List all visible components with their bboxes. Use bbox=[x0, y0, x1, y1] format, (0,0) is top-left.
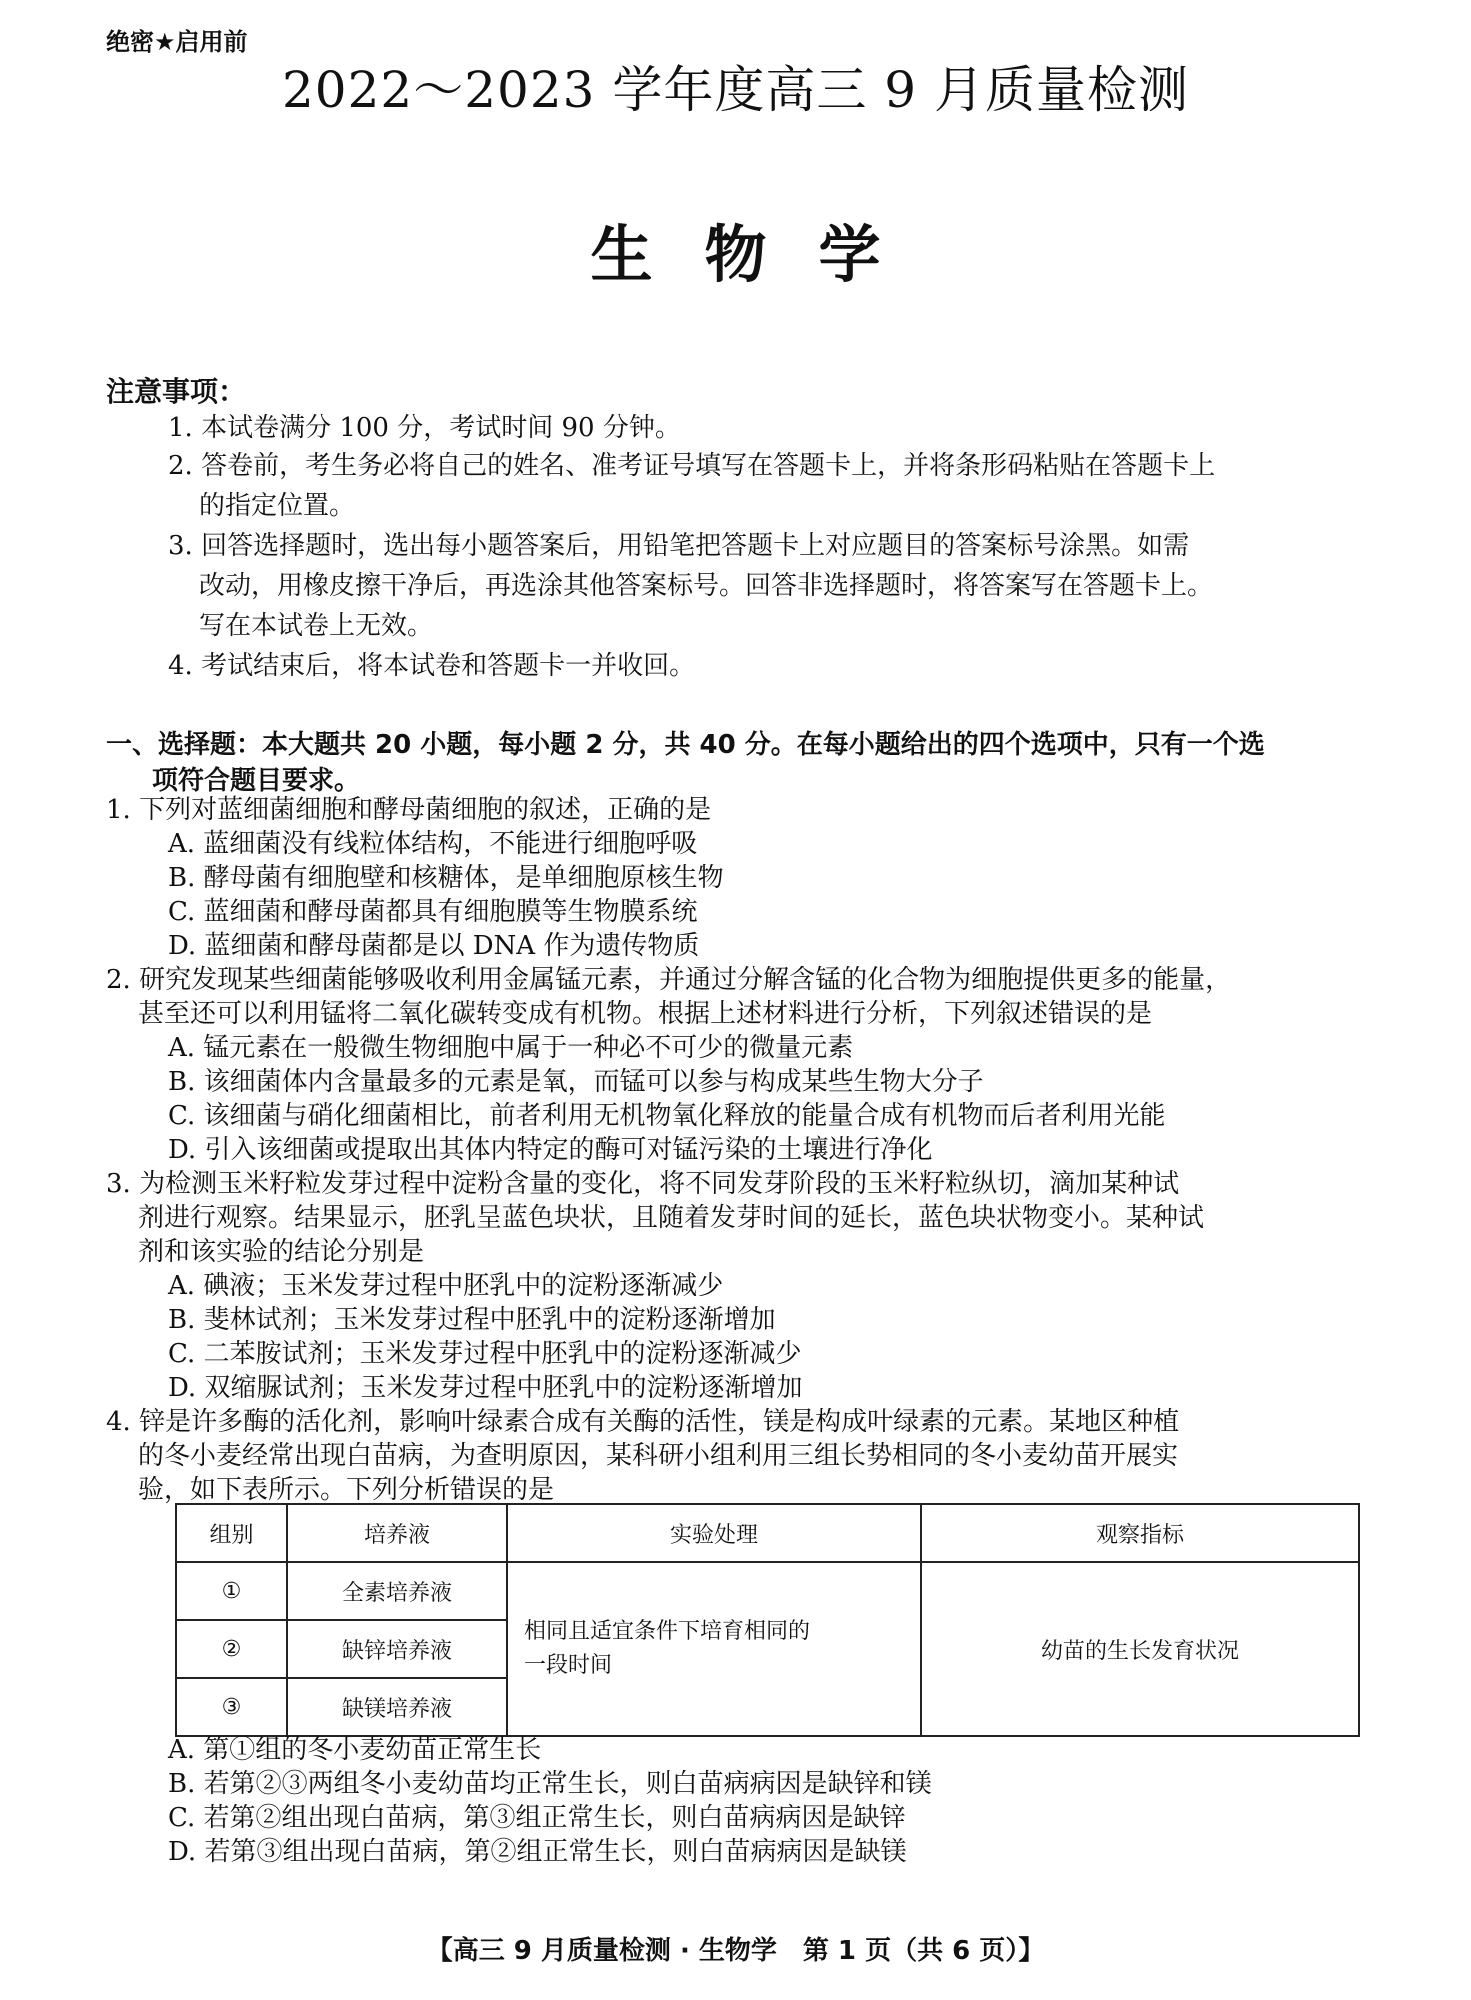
notice-heading: 注意事项： bbox=[106, 375, 247, 408]
q2-stem-line-2: 甚至还可以利用锰将二氧化碳转变成有机物。根据上述材料进行分析，下列叙述错误的是 bbox=[138, 999, 1153, 1029]
notice-line-3: 的指定位置。 bbox=[199, 491, 356, 521]
row-1-medium: 全素培养液 bbox=[287, 1562, 507, 1620]
experiment-table bbox=[175, 1503, 1360, 1737]
q1-option-b: B. 酵母菌有细胞壁和核糖体，是单细胞原核生物 bbox=[168, 863, 724, 893]
q3-option-d: D. 双缩脲试剂；玉米发芽过程中胚乳中的淀粉逐渐增加 bbox=[168, 1373, 803, 1403]
page-footer: 【高三 9 月质量检测 · 生物学 第 1 页（共 6 页）】 bbox=[426, 1936, 1045, 1966]
subject-title: 生物学 bbox=[590, 218, 933, 291]
section-heading-line-2: 项符合题目要求。 bbox=[152, 766, 361, 796]
q3-option-a: A. 碘液；玉米发芽过程中胚乳中的淀粉逐渐减少 bbox=[168, 1271, 724, 1301]
q4-stem-line-1: 4. 锌是许多酶的活化剂，影响叶绿素合成有关酶的活性，镁是构成叶绿素的元素。某地区种植 bbox=[106, 1407, 1180, 1437]
notice-line-6: 写在本试卷上无效。 bbox=[199, 611, 434, 641]
q4-option-b: B. 若第②③两组冬小麦幼苗均正常生长，则白苗病病因是缺锌和镁 bbox=[168, 1769, 932, 1799]
q3-stem-line-3: 剂和该实验的结论分别是 bbox=[138, 1237, 425, 1267]
notice-line-1: 1. 本试卷满分 100 分，考试时间 90 分钟。 bbox=[168, 413, 681, 443]
q4-option-c: C. 若第②组出现白苗病，第③组正常生长，则白苗病病因是缺锌 bbox=[168, 1803, 906, 1833]
row-1-group: ① bbox=[176, 1562, 287, 1620]
row-2-group: ② bbox=[176, 1620, 287, 1678]
q3-option-c: C. 二苯胺试剂；玉米发芽过程中胚乳中的淀粉逐渐减少 bbox=[168, 1339, 802, 1369]
header-indicator: 观察指标 bbox=[921, 1504, 1359, 1562]
row-2-medium: 缺锌培养液 bbox=[287, 1620, 507, 1678]
table-row bbox=[176, 1562, 1359, 1620]
table-header-row bbox=[176, 1504, 1359, 1562]
q2-stem-line-1: 2. 研究发现某些细菌能够吸收利用金属锰元素，并通过分解含锰的化合物为细胞提供更多的能量， bbox=[106, 965, 1232, 995]
exam-title: 2022～2023 学年度高三 9 月质量检测 bbox=[282, 61, 1189, 119]
q1-stem: 1. 下列对蓝细菌细胞和酵母菌细胞的叙述，正确的是 bbox=[106, 795, 712, 825]
treatment-cell bbox=[507, 1562, 921, 1736]
q2-option-b: B. 该细菌体内含量最多的元素是氧，而锰可以参与构成某些生物大分子 bbox=[168, 1067, 984, 1097]
treatment-line-1: 相同且适宜条件下培育相同的 bbox=[524, 1619, 811, 1644]
q2-option-a: A. 锰元素在一般微生物细胞中属于一种必不可少的微量元素 bbox=[168, 1033, 854, 1063]
q1-option-c: C. 蓝细菌和酵母菌都具有细胞膜等生物膜系统 bbox=[168, 897, 698, 927]
q3-stem-line-2: 剂进行观察。结果显示，胚乳呈蓝色块状，且随着发芽时间的延长，蓝色块状物变小。某种试 bbox=[138, 1203, 1205, 1233]
q1-option-d: D. 蓝细菌和酵母菌都是以 DNA 作为遗传物质 bbox=[168, 931, 700, 961]
q3-option-b: B. 斐林试剂；玉米发芽过程中胚乳中的淀粉逐渐增加 bbox=[168, 1305, 776, 1335]
header-treatment: 实验处理 bbox=[507, 1504, 921, 1562]
q1-option-a: A. 蓝细菌没有线粒体结构，不能进行细胞呼吸 bbox=[168, 829, 698, 859]
notice-line-2: 2. 答卷前，考生务必将自己的姓名、准考证号填写在答题卡上，并将条形码粘贴在答题卡上 bbox=[168, 451, 1216, 481]
treatment-line-2: 一段时间 bbox=[524, 1653, 613, 1678]
row-3-medium: 缺镁培养液 bbox=[287, 1678, 507, 1736]
confidential-label: 绝密★启用前 bbox=[106, 28, 248, 56]
header-group: 组别 bbox=[176, 1504, 287, 1562]
section-heading-line-1: 一、选择题：本大题共 20 小题，每小题 2 分，共 40 分。在每小题给出的四个选项中，只有一个选 bbox=[106, 730, 1265, 760]
q4-stem-line-3: 验，如下表所示。下列分析错误的是 bbox=[138, 1475, 555, 1505]
q4-option-a: A. 第①组的冬小麦幼苗正常生长 bbox=[168, 1735, 542, 1765]
notice-line-7: 4. 考试结束后，将本试卷和答题卡一并收回。 bbox=[168, 651, 696, 681]
q2-option-c: C. 该细菌与硝化细菌相比，前者利用无机物氧化释放的能量合成有机物而后者利用光能 bbox=[168, 1101, 1166, 1131]
q2-option-d: D. 引入该细菌或提取出其体内特定的酶可对锰污染的土壤进行净化 bbox=[168, 1135, 933, 1165]
indicator-cell: 幼苗的生长发育状况 bbox=[921, 1562, 1359, 1736]
q4-option-d: D. 若第③组出现白苗病，第②组正常生长，则白苗病病因是缺镁 bbox=[168, 1837, 907, 1867]
notice-line-4: 3. 回答选择题时，选出每小题答案后，用铅笔把答题卡上对应题目的答案标号涂黑。如需 bbox=[168, 531, 1190, 561]
q4-stem-line-2: 的冬小麦经常出现白苗病，为查明原因，某科研小组利用三组长势相同的冬小麦幼苗开展实 bbox=[138, 1441, 1179, 1471]
q3-stem-line-1: 3. 为检测玉米籽粒发芽过程中淀粉含量的变化，将不同发芽阶段的玉米籽粒纵切，滴加某种试 bbox=[106, 1169, 1180, 1199]
header-medium: 培养液 bbox=[287, 1504, 507, 1562]
notice-line-5: 改动，用橡皮擦干净后，再选涂其他答案标号。回答非选择题时，将答案写在答题卡上。 bbox=[199, 571, 1214, 601]
row-3-group: ③ bbox=[176, 1678, 287, 1736]
